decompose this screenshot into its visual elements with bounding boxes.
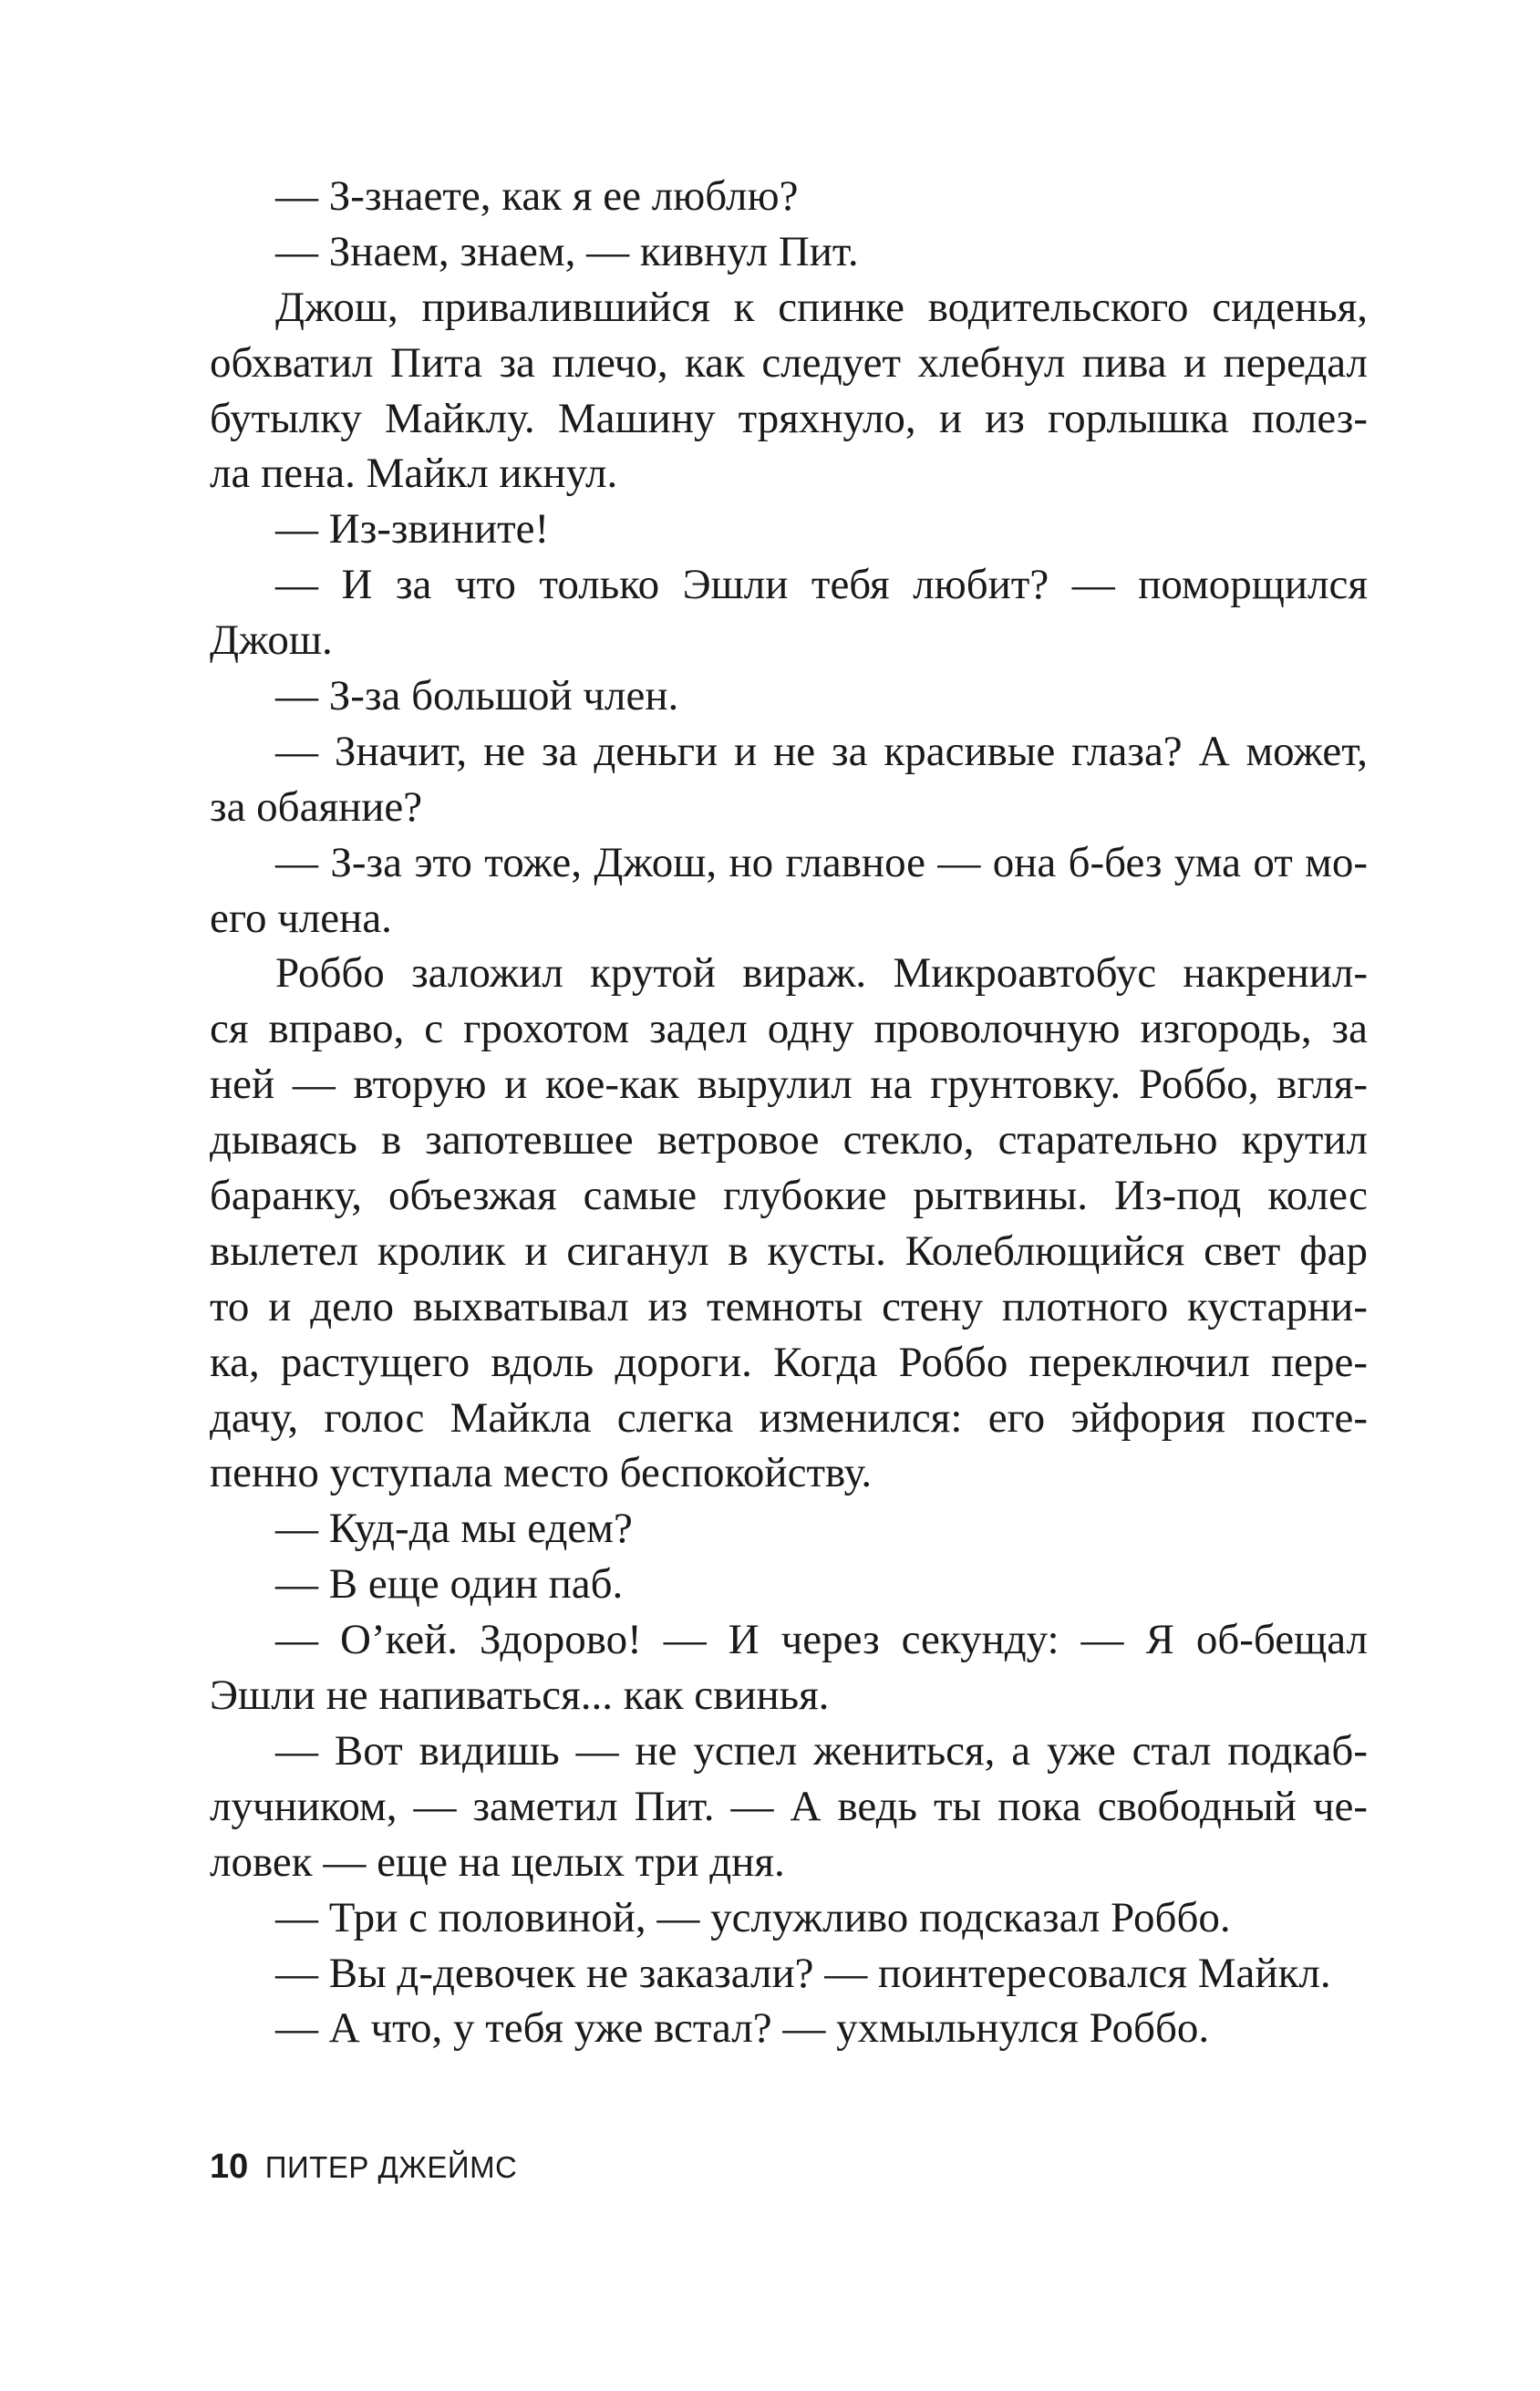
running-head: ПИТЕР ДЖЕЙМС (264, 2150, 518, 2184)
text-line: — Вы д-девочек не заказали? — поинтересовался Майкл. (275, 1949, 1331, 1997)
text-line: ся вправо, с грохотом задел одну проволочную изгородь, за (210, 1005, 1368, 1053)
text-line: — З-за большой член. (275, 672, 679, 720)
text-line: Эшли не напиваться... как свинья. (210, 1672, 830, 1720)
text-line: обхватил Пита за плечо, как следует хлебнул пива и передал (210, 338, 1368, 387)
text-line: дываясь в запотевшее ветровое стекло, старательно крутил (210, 1116, 1368, 1164)
text-line: ловек — еще на целых три дня. (210, 1837, 785, 1886)
text-line: — Знаем, знаем, — кивнул Пит. (275, 227, 859, 275)
text-line: — О’кей. Здорово! — И через секунду: — Я об-бещал (275, 1616, 1368, 1664)
text-line: — И за что только Эшли тебя любит? — поморщился (275, 561, 1368, 609)
page-number: 10 (210, 2148, 249, 2186)
text-line: — Вот видишь — не успел жениться, а уже стал подкаб- (275, 1726, 1368, 1775)
text-line: пенно уступала место беспокойству. (210, 1449, 873, 1497)
text-line: его члена. (210, 894, 392, 942)
text-line: то и дело выхватывал из темноты стену плотного кустарни- (210, 1282, 1368, 1330)
text-line: — Куд-да мы едем? (275, 1505, 633, 1553)
text-line: — А что, у тебя уже встал? — ухмыльнулся Роббо. (275, 2004, 1210, 2053)
text-line: — З-за это тоже, Джош, но главное — она б-без ума от мо- (275, 838, 1368, 886)
text-line: — Значит, не за деньги и не за красивые глаза? А может, (275, 727, 1368, 775)
text-line: — Из-звините! (275, 505, 550, 554)
text-line: ла пена. Майкл икнул. (210, 450, 618, 498)
text-line: — Три с половиной, — услужливо подсказал Роббо. (275, 1893, 1231, 1941)
text-line: дачу, голос Майкла слегка изменился: его эйфория посте- (210, 1393, 1368, 1442)
text-line: Джош, привалившийся к спинке водительского сиденья, (275, 283, 1368, 331)
text-line: лучником, — заметил Пит. — А ведь ты пока свободный че- (210, 1782, 1368, 1830)
text-line: Роббо заложил крутой вираж. Микроавтобус накренил- (275, 949, 1368, 998)
text-line: Джош. (210, 616, 333, 665)
text-line: вылетел кролик и сиганул в кусты. Колеблющийся свет фар (210, 1227, 1368, 1275)
text-line: ней — вторую и кое-как вырулил на грунтовку. Роббо, вгля- (210, 1061, 1368, 1109)
page-footer (210, 2148, 517, 2187)
text-line: — В еще один паб. (275, 1560, 624, 1609)
text-line: баранку, объезжая самые глубокие рытвины. Из-под колес (210, 1172, 1368, 1220)
text-line: ка, растущего вдоль дороги. Когда Роббо переключил пере- (210, 1338, 1368, 1386)
text-line: бутылку Майклу. Машину тряхнуло, и из горлышка полез- (210, 394, 1368, 442)
body-text (210, 169, 1368, 2056)
text-line: — З-знаете, как я ее люблю? (275, 172, 799, 220)
text-line: за обаяние? (210, 782, 423, 831)
